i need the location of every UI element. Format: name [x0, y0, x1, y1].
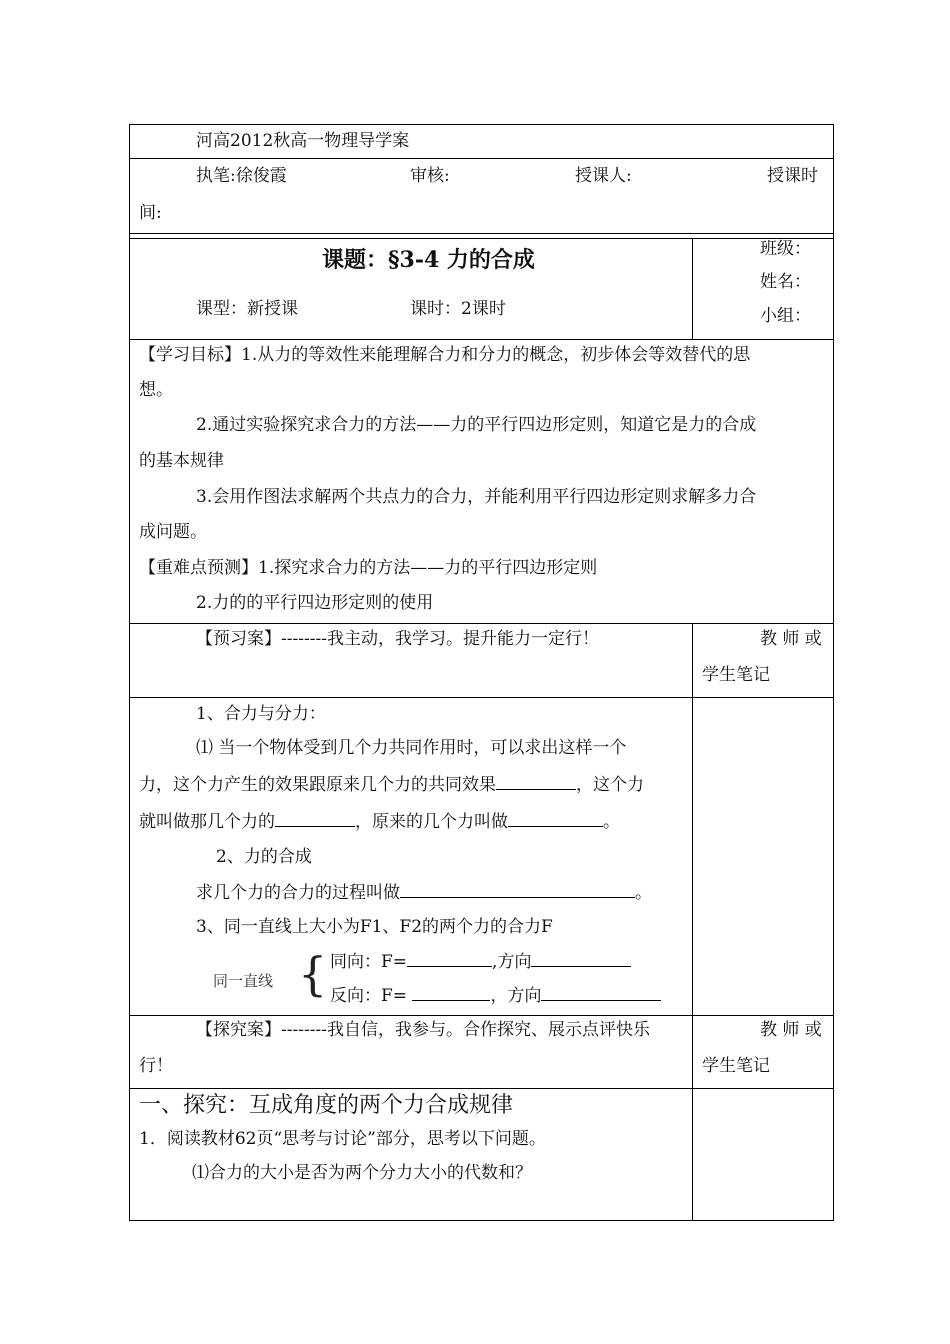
fill-text: ，原来的几个力叫做 [355, 812, 508, 832]
answer-blank[interactable] [400, 881, 635, 898]
lesson-hours: 课时：2课时 [410, 299, 506, 319]
row-divider [129, 1088, 834, 1089]
lesson-type: 课型：新授课 [196, 299, 298, 319]
column-divider [692, 1015, 693, 1221]
author-label: 执笔:徐俊霞 [196, 166, 287, 186]
question: 1．阅读教材62页“思考与讨论”部分，思考以下问题。 [139, 1129, 546, 1149]
notes-header: 教 师 或 [760, 629, 822, 649]
row-divider [129, 623, 834, 624]
preview-item: 2、力的合成 [216, 847, 312, 867]
answer-blank[interactable] [407, 950, 492, 967]
section-title: 一、探究：互成角度的两个力合成规律 [139, 1093, 514, 1118]
time-label: 授课时 [767, 166, 818, 186]
key-points-line: 【重难点预测】1.探究求合力的方法——力的平行四边形定则 [139, 558, 598, 578]
class-field: 班级： [760, 239, 811, 259]
explore-heading: 【探究案】--------我自信，我参与。合作探究、展示点评快乐 [196, 1020, 650, 1040]
opposite-direction-row [330, 984, 661, 1007]
answer-blank[interactable] [508, 810, 603, 827]
preview-item [196, 881, 652, 904]
preview-item [139, 810, 620, 833]
answer-blank[interactable] [541, 984, 661, 1001]
preview-item: 3、同一直线上大小为F1、F2的两个力的合力F [196, 917, 553, 937]
fill-text: ，这个力 [576, 775, 644, 795]
objective-line: 的基本规律 [139, 451, 224, 471]
objective-line: 成问题。 [139, 522, 207, 542]
preview-item: ⑴ 当一个物体受到几个力共同作用时，可以求出这样一个 [196, 738, 627, 758]
notes-header: 教 师 或 [760, 1020, 822, 1040]
objective-line: 2.通过实验探究求合力的方法——力的平行四边形定则，知道它是力的合成 [196, 415, 757, 435]
row-divider [129, 339, 834, 340]
name-field: 姓名： [760, 272, 811, 292]
preview-item [139, 773, 644, 796]
notes-header-cont: 学生笔记 [702, 665, 770, 685]
objective-line: 【学习目标】1.从力的等效性来能理解合力和分力的概念，初步体会等效替代的思 [139, 345, 751, 365]
column-divider [692, 238, 693, 339]
same-direction-row [330, 950, 631, 973]
fill-text: 反向：F= [330, 986, 413, 1006]
reviewer-label: 审核: [410, 166, 450, 186]
notes-header-cont: 学生笔记 [702, 1056, 770, 1076]
question: ⑴合力的大小是否为两个分力大小的代数和？ [192, 1163, 532, 1183]
doc-title: 河高2012秋高一物理导学案 [196, 131, 410, 151]
same-line-label: 同一直线 [213, 972, 274, 990]
lesson-topic: 课题：§3-4 力的合成 [322, 247, 535, 273]
fill-text: ，方向 [490, 986, 542, 1006]
teacher-label: 授课人: [575, 166, 632, 186]
preview-item: 1、合力与分力： [196, 704, 326, 724]
answer-blank[interactable] [275, 810, 355, 827]
answer-blank[interactable] [496, 773, 576, 790]
row-divider [129, 233, 834, 234]
answer-blank[interactable] [531, 950, 631, 967]
answer-blank[interactable] [412, 984, 490, 1001]
fill-text: 。 [635, 883, 652, 903]
column-divider [692, 623, 693, 1015]
objective-line: 3.会用作图法求解两个共点力的合力，并能利用平行四边形定则求解多力合 [196, 487, 757, 507]
objective-line: 想。 [139, 380, 173, 400]
row-divider [129, 238, 834, 239]
time-label-cont: 间: [139, 203, 162, 223]
row-divider [129, 697, 834, 698]
fill-text: 同向：F= [330, 952, 408, 972]
fill-text: 。 [603, 812, 620, 832]
explore-heading-cont: 行！ [139, 1056, 173, 1076]
row-divider [129, 158, 834, 159]
fill-text: 力，这个力产生的效果跟原来几个力的共同效果 [139, 775, 496, 795]
fill-text: 求几个力的合力的过程叫做 [196, 883, 400, 903]
fill-text: ,方向 [492, 952, 532, 972]
fill-text: 就叫做那几个力的 [139, 812, 275, 832]
left-brace-icon: { [298, 947, 328, 1001]
group-field: 小组： [760, 306, 811, 326]
key-points-line: 2.力的的平行四边形定则的使用 [196, 593, 434, 613]
row-divider [129, 1015, 834, 1016]
preview-heading: 【预习案】--------我主动，我学习。提升能力一定行！ [196, 629, 599, 649]
